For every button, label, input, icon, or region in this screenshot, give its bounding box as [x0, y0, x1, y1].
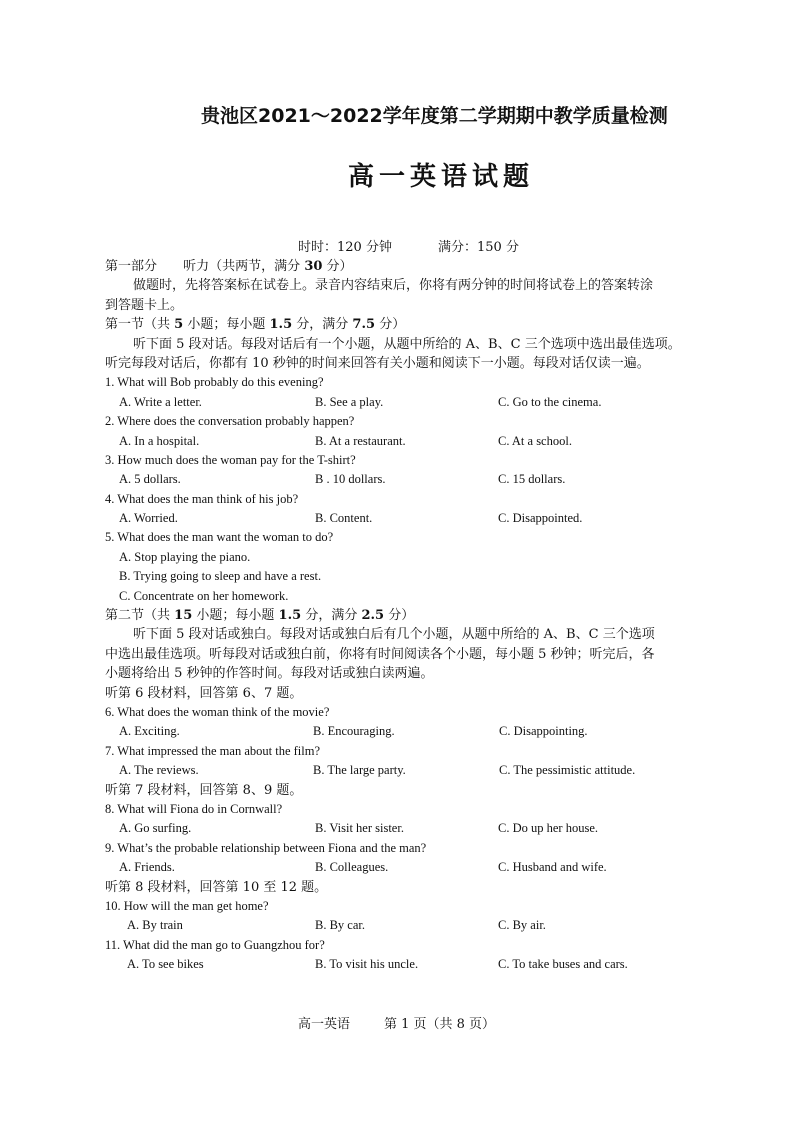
question-stem: 3. How much does the woman pay for the T-shirt? [105, 452, 356, 467]
option-a: A. Exciting. [119, 724, 180, 739]
option-a: A. Go surfing. [119, 821, 192, 836]
option-c: C. Husband and wife. [498, 860, 607, 875]
question-option-row [105, 548, 705, 567]
section1-total: 7.5 [352, 317, 376, 333]
option-b: B. To visit his uncle. [315, 957, 419, 972]
question-options [105, 432, 705, 451]
section1-title [105, 315, 705, 334]
question-stem: 7. What impressed the man about the film? [105, 743, 320, 758]
option-b: B. At a restaurant. [315, 433, 406, 448]
footer-subject: 高一英语 [297, 1017, 350, 1032]
section2-instruction-line3: 小题将给出 5 秒钟的作答时间。每段对话或独白读两遍。 [105, 666, 434, 682]
option-b: B. Trying going to sleep and have a rest. [119, 569, 322, 584]
part1-intro-line1: 做题时，先将答案标在试卷上。录音内容结束后，你将有两分钟的时间将试卷上的答案转涂 [133, 278, 654, 294]
section2-instruction-line1: 听下面 5 段对话或独白。每段对话或独白后有几个小题，从题中所给的 A、B、C 三个选项 [133, 627, 655, 643]
question-options [105, 819, 705, 838]
question-options [105, 393, 705, 412]
option-a: A. By train [127, 918, 183, 933]
option-c: C. Go to the cinema. [498, 394, 602, 409]
question-stem: 10. How will the man get home? [105, 898, 269, 913]
option-b: B. The large party. [313, 763, 406, 778]
option-c: C. The pessimistic attitude. [499, 763, 636, 778]
section2-instruction-line2: 中选出最佳选项。听每段对话或独白前，你将有时间阅读各个小题，每小题 5 秒钟；听完后，各 [105, 646, 655, 662]
question-stem: 9. What’s the probable relationship between Fiona and the man? [105, 840, 427, 855]
section2-head-b: 小题；每小题 [196, 608, 275, 624]
question-options [105, 761, 705, 780]
option-a: A. In a hospital. [119, 433, 200, 448]
section1-per-item: 1.5 [269, 317, 293, 333]
section2-head-c: 分，满分 [305, 608, 358, 624]
section1-head-c: 分，满分 [296, 317, 349, 333]
option-c: C. Disappointed. [498, 511, 583, 526]
option-c: C. 15 dollars. [498, 472, 566, 487]
question-stem: 11. What did the man go to Guangzhou for? [105, 937, 325, 952]
section2-head-d: 分） [388, 608, 415, 624]
question-options [105, 955, 705, 974]
option-a: A. Stop playing the piano. [119, 549, 251, 564]
question-options [105, 858, 705, 877]
exam-time: 时时：120 分钟 [298, 240, 392, 255]
exam-score: 满分：150 分 [438, 240, 519, 255]
option-b: B. See a play. [315, 394, 384, 409]
section2-per-item: 1.5 [278, 608, 302, 624]
question-option-row [105, 587, 705, 606]
option-b: B. By car. [315, 918, 365, 933]
option-b: B. Colleagues. [315, 860, 389, 875]
section2-total: 2.5 [361, 608, 385, 624]
question-options [105, 509, 705, 528]
option-c: C. At a school. [498, 433, 572, 448]
part1-label: 第一部分 [105, 259, 158, 274]
section1-count: 5 [174, 317, 184, 333]
material-heading: 听第 7 段材料，回答第 8、9 题。 [105, 782, 303, 798]
option-b: B. Visit her sister. [315, 821, 404, 836]
option-c: C. Concentrate on her homework. [119, 588, 289, 603]
option-c: C. Do up her house. [498, 821, 598, 836]
question-stem: 4. What does the man think of his job? [105, 491, 299, 506]
section1-head-d: 分） [379, 317, 406, 333]
option-b: B . 10 dollars. [315, 472, 386, 487]
material-heading: 听第 8 段材料，回答第 10 至 12 题。 [105, 879, 328, 895]
section1-instruction-line2: 听完每段对话后，你都有 10 秒钟的时间来回答有关小题和阅读下一小题。每段对话仅读一遍。 [105, 355, 650, 371]
part1-title [105, 257, 705, 276]
section2-title [105, 606, 705, 625]
exam-body [105, 257, 705, 974]
option-a: A. To see bikes [127, 957, 204, 972]
option-b: B. Content. [315, 511, 373, 526]
question-stem: 6. What does the woman think of the movie? [105, 704, 330, 719]
footer-page-number: 第 1 页（共 8 页） [383, 1017, 496, 1032]
option-c: C. To take buses and cars. [498, 957, 628, 972]
option-a: A. Worried. [119, 511, 178, 526]
option-b: B. Encouraging. [313, 724, 395, 739]
option-a: A. Write a letter. [119, 394, 202, 409]
question-option-row [105, 567, 705, 586]
question-stem: 2. Where does the conversation probably happen? [105, 414, 355, 429]
option-a: A. The reviews. [119, 763, 199, 778]
section2-count: 15 [174, 608, 193, 624]
question-options [105, 916, 705, 935]
option-a: A. Friends. [119, 860, 175, 875]
material-heading: 听第 6 段材料，回答第 6、7 题。 [105, 685, 303, 701]
section1-head-b: 小题；每小题 [187, 317, 266, 333]
subject-title: 高一英语试题 [348, 162, 535, 192]
page-footer [0, 1013, 793, 1032]
question-stem: 8. What will Fiona do in Cornwall? [105, 801, 283, 816]
option-c: C. Disappointing. [499, 724, 588, 739]
question-options [105, 470, 705, 489]
option-a: A. 5 dollars. [119, 472, 181, 487]
option-c: C. By air. [498, 918, 546, 933]
part1-desc: 听力（共两节，满分 [183, 259, 301, 274]
section1-instruction-line1: 听下面 5 段对话。每段对话后有一个小题，从题中所给的 A、B、C 三个选项中选出最佳选项。 [133, 336, 681, 352]
part1-total: 30 [304, 259, 323, 274]
part1-intro-line2: 到答题卡上。 [105, 297, 184, 313]
question-stem: 1. What will Bob probably do this evening? [105, 375, 324, 390]
part1-unit: 分） [326, 259, 353, 274]
question-options [105, 722, 705, 741]
school-exam-title: 贵池区2021～2022学年度第二学期期中教学质量检测 [201, 105, 668, 127]
section2-head-a: 第二节（共 [105, 608, 171, 624]
question-stem: 5. What does the man want the woman to do? [105, 530, 334, 545]
section1-head-a: 第一节（共 [105, 317, 171, 333]
